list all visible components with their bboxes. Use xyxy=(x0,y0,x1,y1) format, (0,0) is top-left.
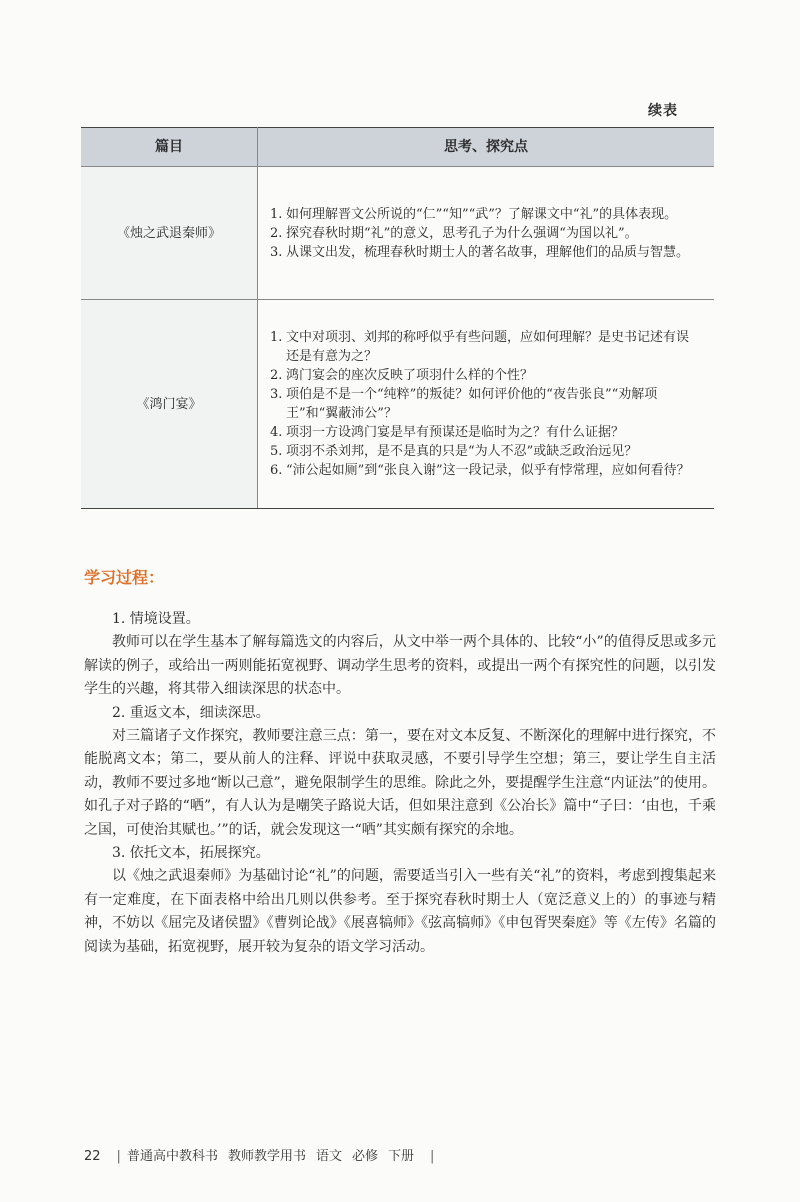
item-text: 从课文出发，梳理春秋时期士人的著名故事，理解他们的品质与智慧。 xyxy=(286,244,690,260)
inquiry-list xyxy=(270,328,698,480)
item-number: 2. xyxy=(270,368,283,383)
item-text: “沛公起如厕”到“张良入谢”这一段记录，似乎有悖常理，应如何看待？ xyxy=(286,463,690,478)
list-item xyxy=(270,442,698,461)
item-number: 6. xyxy=(270,463,283,478)
paragraph: 1. 情境设置。 xyxy=(112,611,200,627)
section-heading: 学习过程： xyxy=(84,568,165,587)
table-row xyxy=(81,167,714,300)
paragraph: 以《烛之武退秦师》为基础讨论“礼”的问题，需要适当引入一些有关“礼”的资料，考虑到搜集起来有一定难度，在下面表格中给出几则以供参考。至于探究春秋时期士人（宽泛意义上的）的事迹与精神，不妨以《屈完及诸侯盟》《曹刿论战》《展喜犒师》《弦高犒师》《申包胥哭秦庭》等《左传》名篇的阅读为基础，拓宽视野，展开较为复杂的语文学习活动。 xyxy=(84,868,716,955)
page-footer xyxy=(84,1145,440,1164)
item-text: 项伯是不是一个“纯粹”的叛徒？如何评价他的“夜告张良”“劝解项王”和“翼蔽沛公”？ xyxy=(286,387,658,421)
paragraph: 3. 依托文本，拓展探究。 xyxy=(112,845,270,862)
list-item xyxy=(270,423,698,442)
item-number: 3. xyxy=(270,244,283,260)
table-row xyxy=(81,300,714,509)
column-header-points: 思考、探究点 xyxy=(258,128,715,167)
list-item xyxy=(270,385,698,423)
column-header-title: 篇目 xyxy=(81,128,258,167)
list-item xyxy=(270,224,698,243)
item-number: 3. xyxy=(270,387,283,402)
book-level: 必修 xyxy=(351,1149,378,1164)
paragraph: 对三篇诸子文作探究，教师要注意三点：第一，要在对文本反复、不断深化的理解中进行探究，不能脱离文本；第二，要从前人的注释、评说中获取灵感，不要引导学生空想；第三，要让学生自主活动，教师不要过多地“断以己意”，避免限制学生的思维。除此之外，要提醒学生注意“内证法”的使用。如孔子对子路的“哂”，有人认为是嘲笑子路说大话，但如果注意到《公冶长》篇中“子曰：‘由也，千乘之国，可使治其赋也。’”的话，就会发现这一“哂”其实颇有探究的余地。 xyxy=(84,728,716,838)
item-number: 5. xyxy=(270,444,283,459)
item-number: 2. xyxy=(270,225,283,241)
item-text: 项羽不杀刘邦，是不是真的只是“为人不忍”或缺乏政治远见？ xyxy=(286,444,638,459)
continued-label: 续表 xyxy=(648,103,678,119)
page-number: 22 xyxy=(84,1149,101,1164)
list-item xyxy=(270,328,698,366)
table-header-row xyxy=(81,128,714,167)
book-volume: 下册 xyxy=(388,1149,415,1164)
list-item xyxy=(270,243,698,262)
item-number: 4. xyxy=(270,425,283,440)
item-text: 探究春秋时期“礼”的意义，思考孔子为什么强调“为国以礼”。 xyxy=(286,225,638,241)
item-number: 1. xyxy=(270,330,283,345)
list-item xyxy=(270,366,698,385)
chapter-title: 《烛之武退秦师》 xyxy=(81,167,258,300)
item-text: 项羽一方设鸿门宴是早有预谋还是临时为之？有什么证据？ xyxy=(286,425,625,440)
book-subject: 语文 xyxy=(315,1149,342,1164)
book-series: 普通高中教科书 xyxy=(126,1149,218,1164)
chapter-title: 《鸿门宴》 xyxy=(81,300,258,509)
separator: | xyxy=(116,1149,121,1164)
inquiry-points-cell xyxy=(258,167,715,300)
topics-table xyxy=(81,127,714,509)
paragraph: 教师可以在学生基本了解每篇选文的内容后，从文中举一两个具体的、比较“小”的值得反思或多元解读的例子，或给出一两则能拓宽视野、调动学生思考的资料，或提出一两个有探究性的问题，以引发学生的兴趣，将其带入细读深思的状态中。 xyxy=(84,634,716,698)
list-item xyxy=(270,205,698,224)
book-title xyxy=(127,1149,424,1164)
separator: | xyxy=(430,1149,435,1164)
body-text xyxy=(84,608,716,959)
item-text: 如何理解晋文公所说的“仁”“知”“武”？了解课文中“礼”的具体表现。 xyxy=(286,206,678,222)
paragraph: 2. 重返文本，细读深思。 xyxy=(112,704,270,721)
book-type: 教师教学用书 xyxy=(227,1149,306,1164)
inquiry-list xyxy=(270,205,698,262)
item-number: 1. xyxy=(270,206,283,222)
inquiry-points-cell xyxy=(258,300,715,509)
item-text: 文中对项羽、刘邦的称呼似乎有些问题，应如何理解？是史书记述有误还是有意为之？ xyxy=(286,330,690,364)
list-item xyxy=(270,461,698,480)
item-text: 鸿门宴会的座次反映了项羽什么样的个性？ xyxy=(286,368,534,383)
